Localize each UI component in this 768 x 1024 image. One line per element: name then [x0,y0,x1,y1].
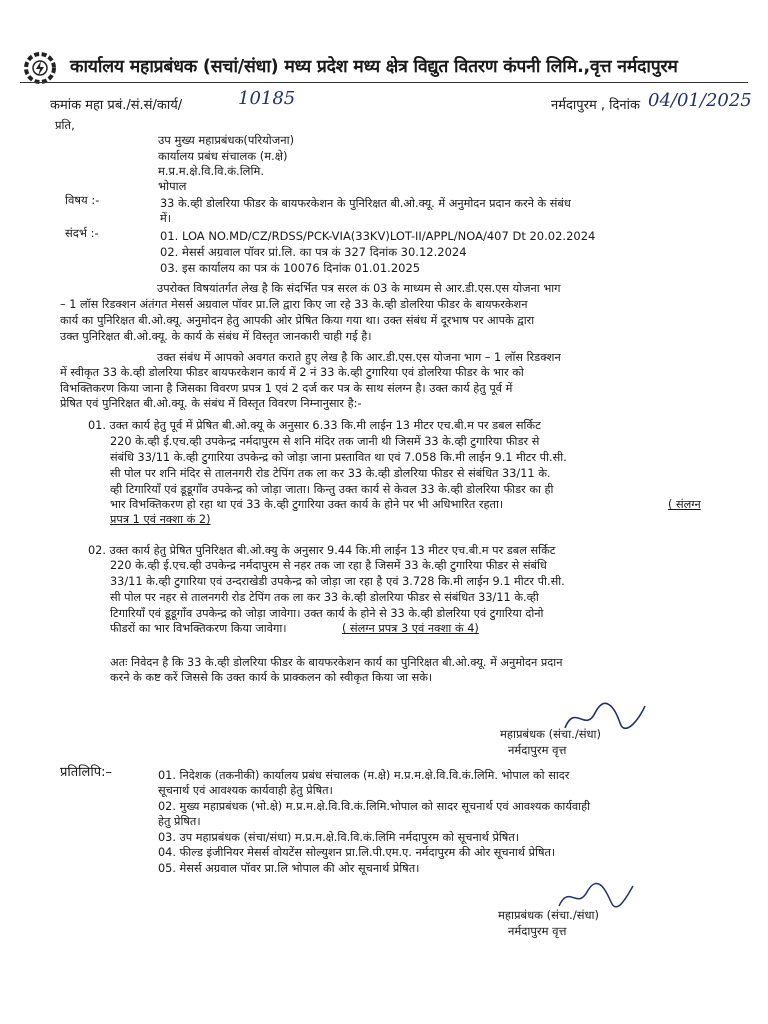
body-para2-line: विभक्तिकरण किया जाना है जिसका विवरण प्रपत्र 1 एवं 2 दर्ज कर पत्र के साथ संलग्न है। उक्त कार्य हेतु पूर्व में [60,382,513,395]
item2-line: 02. उक्त कार्य हेतु प्रेषित पुनिरिक्षत बी.ओ.क्यु के अनुसार 9.44 कि.मी लाईन 13 मीटर एच.बी.म पर डबल सर्किट [88,544,556,557]
copy-item-cont: सूचनार्थ एवं आवश्यक कार्यवाही हेतु प्रेषित। [158,784,333,797]
addressee-line: म.प्र.म.क्षे.वि.वि.कं.लिमि. [158,164,264,178]
reference-item: 03. इस कार्यालय का पत्र कं 10076 दिनांक 01.01.2025 [160,261,421,275]
addressee-line: कार्यालय प्रबंध संचालक (म.क्षे) [158,149,288,163]
signatory-office: नर्मदापुरम वृत्त [508,924,567,938]
item2-line: फीडरों का भार विभक्तिकरण किया जावेगा। [110,622,287,635]
item2-annexure-ref: ( संलग्न प्रपत्र 3 एवं नक्शा कं 4) [342,622,479,635]
copy-item: 04. फील्ड इंजीनियर मेसर्स वोयटेंस सोल्युशन प्रा.लि.पी.एम.ए. नर्मदापुरम की ओर सूचनार्थ प्रेषित। [158,846,556,859]
copy-item: 05. मेसर्स अग्रवाल पॉवर प्रा.लि भोपाल की ओर सूचनार्थ प्रेषित। [158,862,420,875]
company-logo-icon [22,50,58,86]
body-para1-line: – 1 लॉस रिडक्शन अंतंगत मेसर्स अग्रवाल पॉवर प्रा.लि द्वारा किए जा रहे 33 के.व्ही डोलरिया फीडर के बायफरकेशन [60,298,528,311]
body-para1-line: उक्त पुनिरिक्षत बी.ओ.क्यू. के कार्य के संबंध में विस्तृत जानकारी चाही गई है। [60,330,372,343]
prati-label: प्रति, [55,118,75,132]
item2-line: टिगारियाँ एवं डूडूगाँव उपकेन्द्र को जोड़ा जावेगा। उक्त कार्य के होने से 33 के.व्ही डोलरिया एवं टुगारिया दोनो [110,607,544,620]
body-para2-line: में स्वीकृत 33 के.व्ही डोलरिया फीडर बायफरकेशन कार्य में 2 नं 33 के.व्ही टुगारिया एवं डोलरिया फीडर के भार को [60,366,524,379]
conclusion-line: अतः निवेदन है कि 33 के.व्ही डोलरिया फीडर के बायफरकेशन कार्य का पुनिरिक्षत बी.ओ.क्यू. में अनुमोदन प्रदान [110,656,563,669]
letter-date: 04/01/2025 [648,90,752,111]
reference-item: 02. मेसर्स अग्रवाल पॉवर प्रां.लि. का पत्र कं 327 दिनांक 30.12.2024 [160,245,467,259]
copies-label: प्रतिलिपि:– [60,765,112,780]
signatory-designation: महाप्रबंधक (संचा./संधा) [498,908,600,922]
item1-line: सी पोल पर शनि मंदिर से तालनगरी रोड टेपिंग तक ला कर 33 के.व्ही डोलरिया फीडर से संबंधित 33/11 के. [110,467,551,480]
references-label: संदर्भ :- [65,226,99,240]
addressee-line: भोपाल [158,179,187,193]
item1-line: 220 के.व्ही ई.एच.व्ही उपकेन्द्र नर्मदापुरम से शनि मंदिर तक जानी थी जिसमें 33 के.व्ही टुगारिया फीडर से [110,435,540,448]
item1-line: भार विभक्तिकरण हो रहा था एवं 33 के.व्ही टुगारिया उक्त कार्य के होने पर भी अधिभारित रहता। [110,498,504,511]
reference-label: कमांक महा प्रबं./सं.सं/कार्य/ [50,98,183,113]
body-para2-line: उक्त संबंध में आपको अवगत कराते हुए लेख है कि आर.डी.एस.एस योजना भाग – 1 लॉस रिडक्शन [157,351,561,364]
copy-item: 03. उप महाप्रबंधक (संचा/संधा) म.प्र.म.क्षे.वि.वि.कं.लिमि नर्मदापुरम को सूचनार्थ प्रेषित। [158,831,520,844]
conclusion-line: करने के कष्ट करें जिससे कि उक्त कार्य के प्राक्कलन को स्वीकृत किया जा सके। [110,671,433,684]
item2-line: 220 के.व्ही ई.एच.व्ही उपकेन्द्र नर्मदापुरम से नहर तक जा रहा है जिसमें 33 के.व्ही टुगारिया फीडर से संबंधि [110,559,547,572]
subject-text-cont: में। [160,212,172,225]
body-para1-line: उपरोक्त विषयांतर्गत लेख है कि संदर्भित पत्र सरल कं 03 के माध्यम से आर.डी.एस.एस योजना भाग [157,282,561,295]
copy-item: 01. निदेशक (तकनीकी) कार्यालय प्रबंध संचालक (म.क्षे) म.प्र.म.क्षे.वि.वि.कं.लिमि. भोपाल को सादर [158,769,570,782]
item1-line: 01. उक्त कार्य हेतु पूर्व में प्रेषित बी.ओ.क्यू के अनुसार 6.33 कि.मी लाईन 13 मीटर एच.बी.म पर डबल सर्किट [88,419,541,432]
subject-label: विषय :- [65,193,100,207]
subject-text: 33 के.व्ही डोलरिया फीडर के बायफरकेशन के पुनिरिक्षत बी.ओ.क्यू. में अनुमोदन प्रदान करने के संबंध [160,197,571,210]
copy-item: 02. मुख्य महाप्रबंधक (भो.क्षे) म.प्र.म.क्षे.वि.वि.कं.लिमि.भोपाल को सादर सूचनार्थ एवं आवश्यक कार्यवाही [158,800,591,813]
addressee-line: उप मुख्य महाप्रबंधक(परियोजना) [158,133,295,147]
reference-number: 10185 [238,88,296,109]
header-divider [20,82,748,83]
item1-annexure-ref: ( संलग्न [668,498,701,511]
signatory-office: नर्मदापुरम वृत्त [508,743,567,757]
item1-line: संबंधि 33/11 के.व्ही टुगारिया उपकेन्द्र को जोड़ा जाना प्रस्तावित था एवं 7.058 कि.मी लाईन 9.1 मीटर पी.सी. [110,451,567,464]
item2-line: सी पोल पर नहर से तालनगरी रोड टेपिंग तक ला कर 33 के.व्ही डोलरिया फीडर से संबंधित 33/11 के.व्ही [110,591,539,604]
letterhead-title: कार्यालय महाप्रबंधक (सचां/संधा) मध्य प्रदेश मध्य क्षेत्र विद्युत वितरण कंपनी लिमि.,वृत्त नर्मदापुरम [70,57,678,77]
item1-line: व्ही टिगारियाँ एवं डूडूगाँव उपकेन्द्र को जोड़ा जाता। किन्तु उक्त कार्य से केवल 33 के.व्ही डोलरिया फीडर का ही [110,483,554,496]
body-para2-line: प्रेषित एवं पुनिरिक्षत बी.ओ.क्यू. के संबंध में विस्तृत विवरण निम्नानुसार है:- [60,397,362,410]
body-para1-line: कार्य का पुनिरिक्षत बी.ओ.क्यू. अनुमोदन हेतु आपकी ओर प्रेषित किया गया था। उक्त संबंध में दूरभाष पर आपके द्वारा [60,314,535,327]
signatory-designation: महाप्रबंधक (संचा./संधा) [500,727,602,741]
item1-annexure-ref-cont: प्रपत्र 1 एवं नक्शा कं 2) [110,513,211,526]
place-date-label: नर्मदापुरम , दिनांक [551,98,640,113]
reference-item: 01. LOA NO.MD/CZ/RDSS/PCK-VIA(33KV)LOT-II/APPL/NOA/407 Dt 20.02.2024 [160,229,596,243]
copy-item-cont: हेतु प्रेषित। [158,815,201,828]
item2-line: 33/11 के.व्ही टुगारिया एवं उन्दराखेडी उपकेन्द्र को जोड़ा जा रहा है एवं 3.728 कि.मी लाईन 9.1 मीटर पी.सी. [110,575,565,588]
